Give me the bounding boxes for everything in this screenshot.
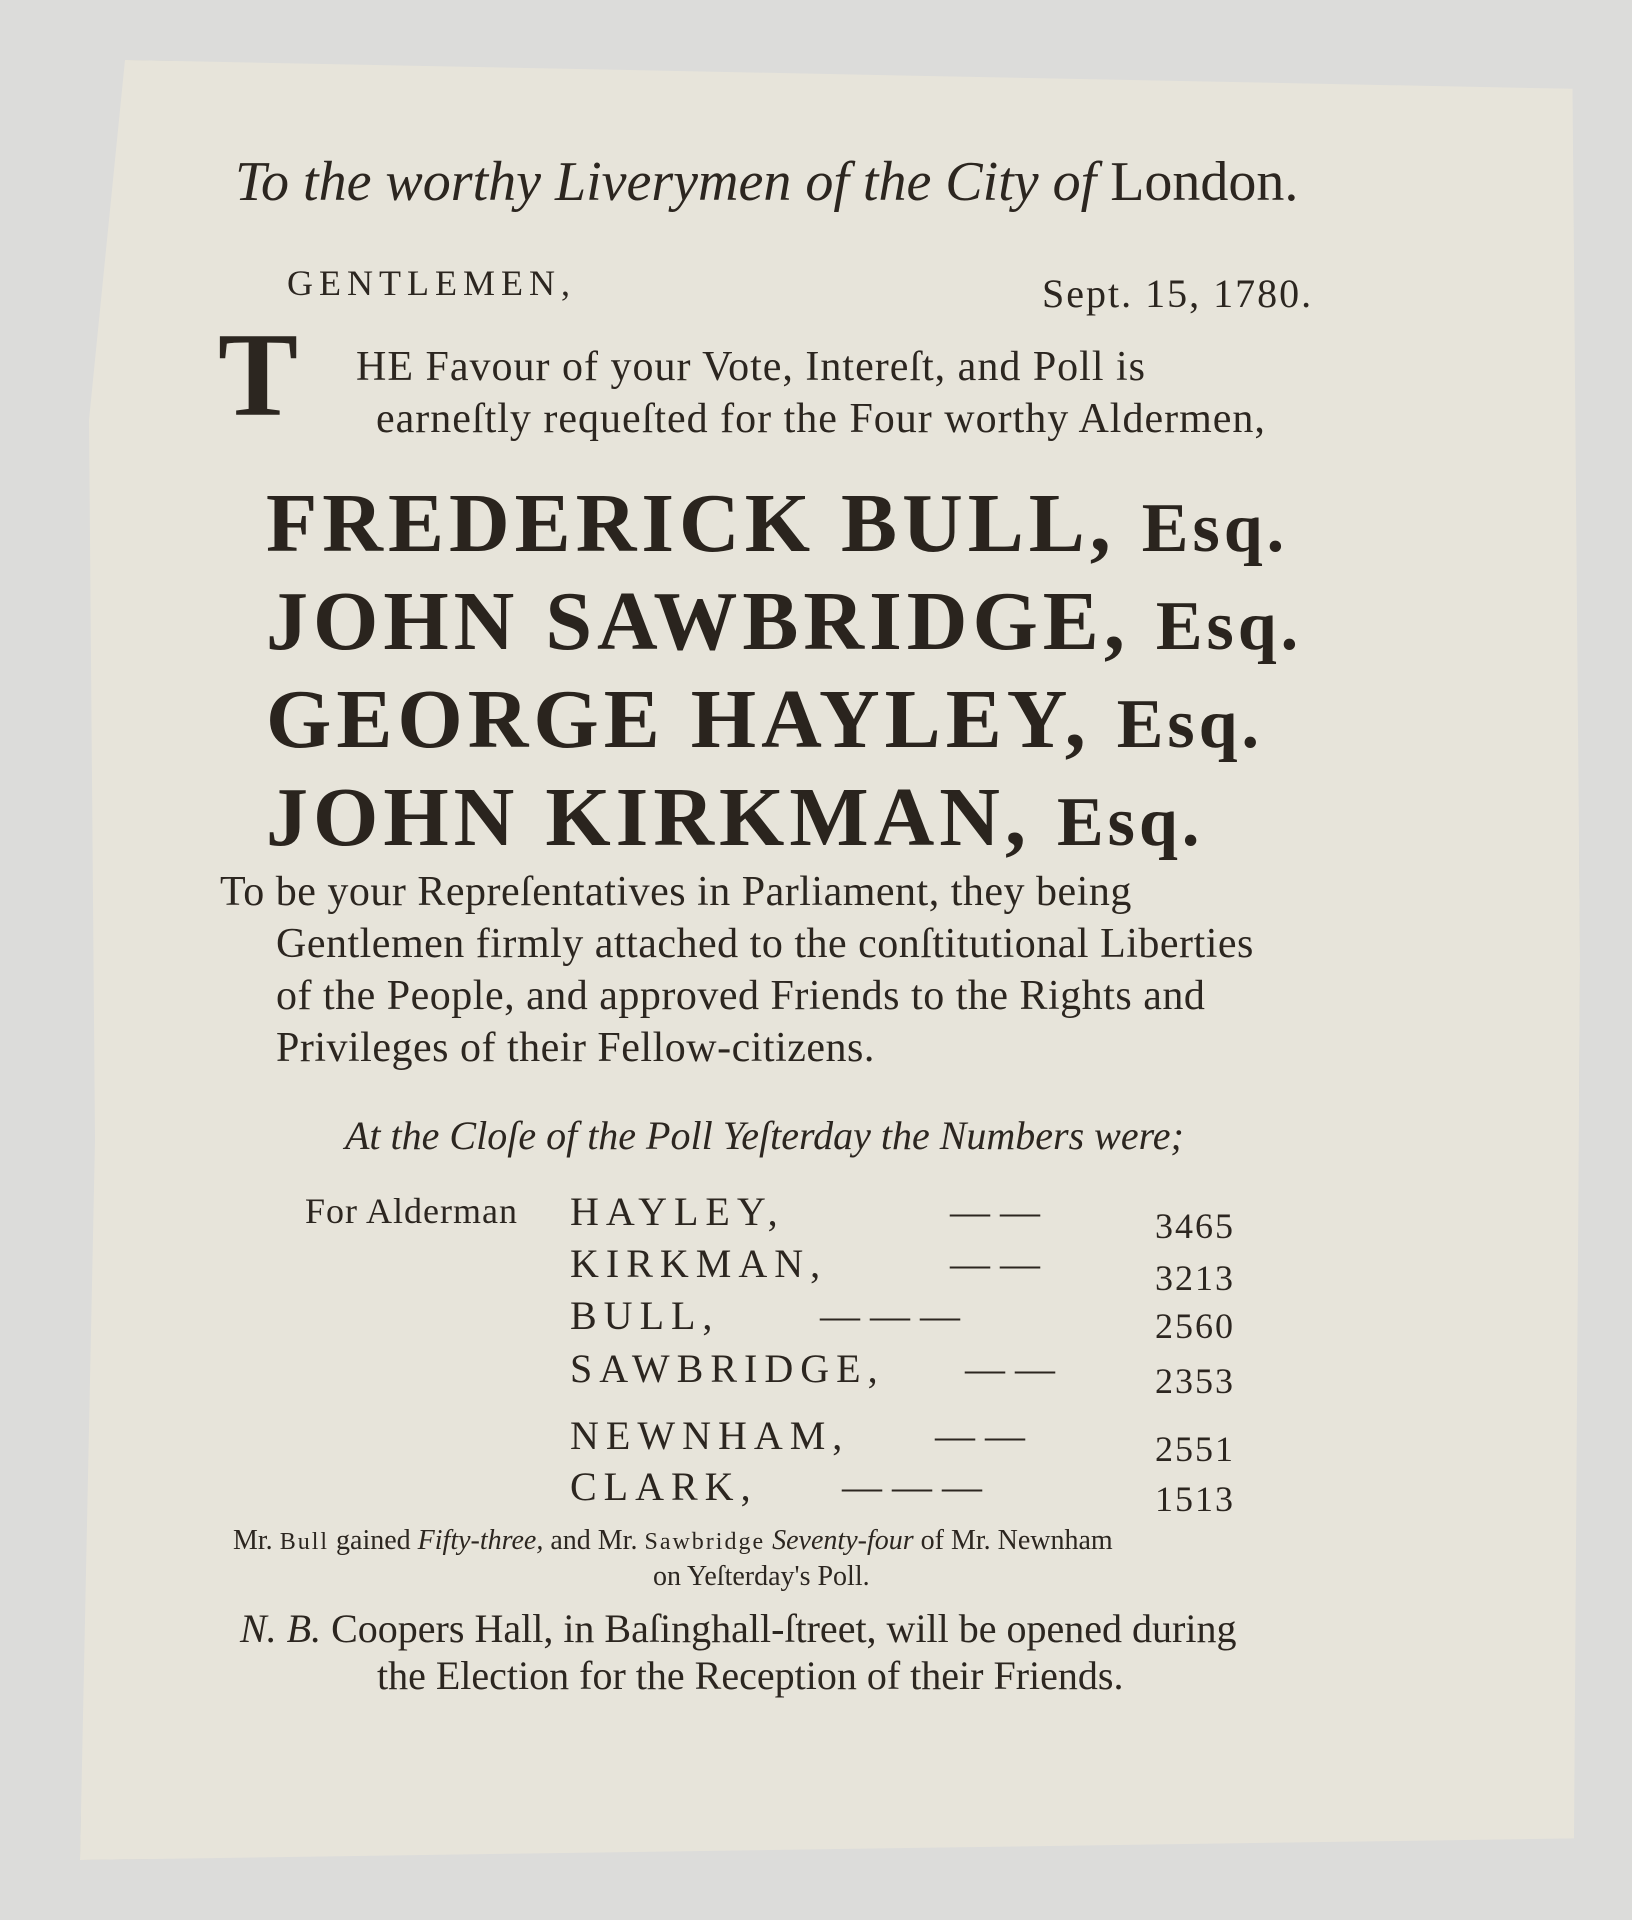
poll-dashes: — — (965, 1346, 1055, 1391)
poll-votes: 2551 (1155, 1429, 1235, 1469)
handbill-title: To the worthy Liverymen of the City of London. (235, 151, 1299, 213)
poll-dashes: — — — (820, 1293, 960, 1338)
poll-dashes: — — (950, 1189, 1040, 1234)
poll-votes: 3465 (1155, 1206, 1235, 1246)
nb-line2: the Election for the Reception of their Friends. (377, 1653, 1124, 1698)
candidate-name: GEORGE HAYLEY, Esq. (266, 673, 1264, 766)
poll-heading: At the Cloſe of the Poll Yeſterday the Numbers were; (345, 1113, 1184, 1158)
poll-candidate: NEWNHAM, (570, 1413, 850, 1458)
body-line: Gentlemen firmly attached to the conſtitutional Liberties (276, 921, 1254, 967)
poll-votes: 3213 (1155, 1258, 1235, 1298)
body-line: of the People, and approved Friends to the Rights and (276, 973, 1206, 1019)
poll-dashes: — — (935, 1413, 1025, 1458)
poll-candidate: KIRKMAN, (570, 1241, 828, 1286)
candidate-name: JOHN SAWBRIDGE, Esq. (266, 575, 1303, 668)
poll-candidate: HAYLEY, (570, 1189, 785, 1234)
poll-candidate: CLARK, (570, 1464, 758, 1509)
poll-dashes: — — (950, 1241, 1040, 1286)
drop-cap: T (218, 308, 299, 441)
poll-candidate: BULL, (570, 1293, 720, 1338)
nb-line1: N. B. Coopers Hall, in Baſinghall-ſtreet, will be opened during (240, 1606, 1237, 1651)
intro-line-2: earneſtly requeſted for the Four worthy Aldermen, (376, 396, 1266, 442)
poll-dashes: — — — (842, 1464, 982, 1509)
poll-note: Mr. Bull gained Fifty-three, and Mr. Sawbridge Seventy-four of Mr. Newnham (233, 1525, 1113, 1556)
body-line: To be your Repreſentatives in Parliament, they being (220, 869, 1132, 915)
poll-note-line2: on Yeſterday's Poll. (653, 1561, 870, 1592)
poll-votes: 2560 (1155, 1306, 1235, 1346)
body-line: Privileges of their Fellow-citizens. (276, 1025, 875, 1071)
candidate-name: JOHN KIRKMAN, Esq. (266, 771, 1204, 864)
date: Sept. 15, 1780. (1042, 271, 1314, 316)
poll-candidate: SAWBRIDGE, (570, 1346, 885, 1391)
poll-label: For Alderman (305, 1191, 518, 1231)
candidate-name: FREDERICK BULL, Esq. (266, 477, 1289, 570)
poll-votes: 1513 (1155, 1479, 1235, 1519)
salutation: GENTLEMEN, (287, 263, 576, 303)
intro-line-1: HE Favour of your Vote, Intereſt, and Poll is (356, 344, 1147, 390)
poll-votes: 2353 (1155, 1361, 1235, 1401)
